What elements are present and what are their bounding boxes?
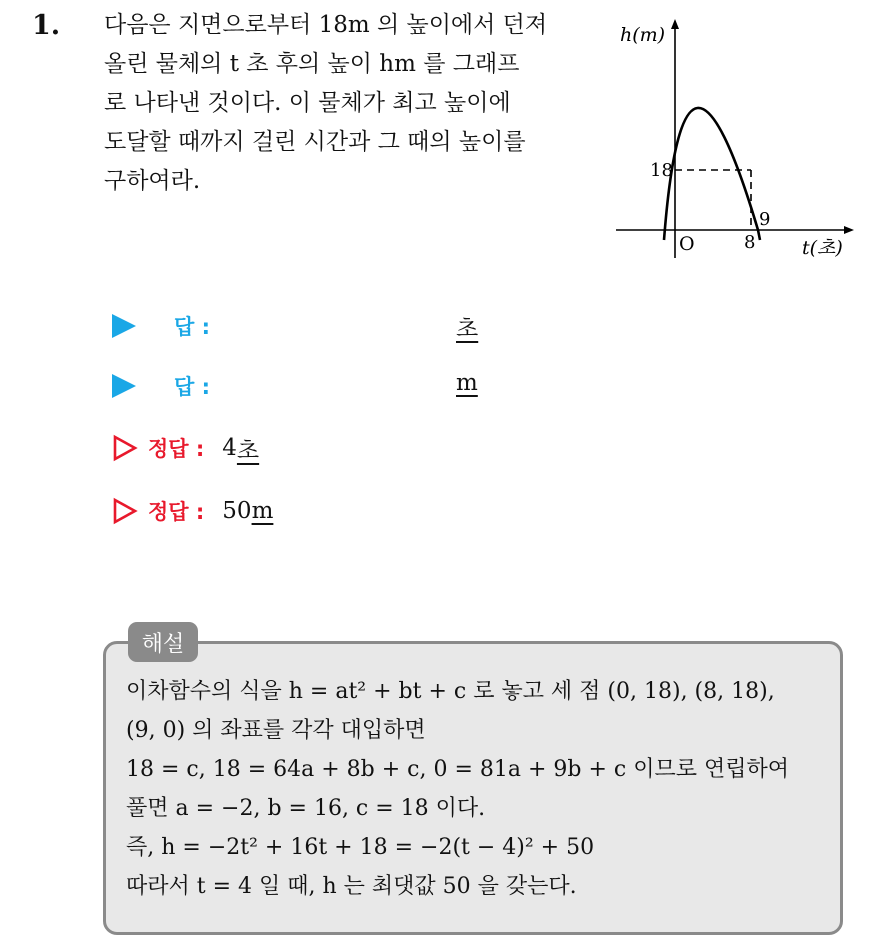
problem-line: 다음은 지면으로부터 18m 의 높이에서 던져 <box>104 12 548 38</box>
correct-answer-row-2 <box>112 495 273 527</box>
problem-line: 구하여라. <box>104 168 201 194</box>
problem-line: 로 나타낸 것이다. 이 물체가 최고 높이에 <box>104 90 511 116</box>
origin-label: O <box>679 233 695 255</box>
problem-line: 올린 물체의 t 초 후의 높이 hm 를 그래프 <box>104 51 520 77</box>
correct-answer-label: 정답 : <box>148 437 205 461</box>
correct-answer-unit: 초 <box>236 437 260 464</box>
correct-answer-row-1 <box>112 432 259 464</box>
x-axis-arrow <box>844 226 854 234</box>
correct-answer-unit: m <box>251 498 274 524</box>
parabola-curve <box>664 108 760 240</box>
y-tick-18: 18 <box>650 160 673 181</box>
answer-row-2 <box>112 370 210 402</box>
x-tick-8: 8 <box>744 232 756 253</box>
solution-line: 이차함수의 식을 h = at² + bt + c 로 놓고 세 점 (0, 18), (8, 18), <box>126 679 775 704</box>
correct-answer-value: 50 <box>222 498 252 524</box>
solution-line: 18 = c, 18 = 64a + 8b + c, 0 = 81a + 9b + c 이므로 연립하여 <box>126 757 789 782</box>
play-triangle-icon <box>112 314 136 338</box>
answer-row-1 <box>112 310 210 342</box>
correct-answer-value: 4 <box>222 435 237 461</box>
problem-line: 도달할 때까지 걸린 시간과 그 때의 높이를 <box>104 129 526 155</box>
correct-answer-label: 정답 : <box>148 500 205 524</box>
answer-unit-meters: m <box>456 370 478 396</box>
outline-triangle-icon <box>112 497 138 525</box>
solution-line: (9, 0) 의 좌표를 각각 대입하면 <box>126 718 426 743</box>
answer-label: 답 : <box>174 315 210 339</box>
problem-text <box>104 6 594 201</box>
solution-line: 즉, h = −2t² + 16t + 18 = −2(t − 4)² + 50 <box>126 835 595 860</box>
solution-line: 풀면 a = −2, b = 16, c = 18 이다. <box>126 796 486 821</box>
y-axis-arrow <box>671 19 679 29</box>
y-axis-label: h(m) <box>620 24 666 46</box>
x-axis-label: t(초) <box>802 237 843 259</box>
parabola-graph <box>612 14 862 269</box>
outline-triangle-icon <box>112 434 138 462</box>
answer-unit-seconds: 초 <box>456 316 479 342</box>
x-tick-9: 9 <box>759 209 771 230</box>
answer-label: 답 : <box>174 375 210 399</box>
solution-tag: 해설 <box>128 622 198 662</box>
play-triangle-icon <box>112 374 136 398</box>
solution-line: 따라서 t = 4 일 때, h 는 최댓값 50 을 갖는다. <box>126 874 577 899</box>
problem-number: 1. <box>32 10 61 41</box>
solution-text <box>126 672 836 906</box>
